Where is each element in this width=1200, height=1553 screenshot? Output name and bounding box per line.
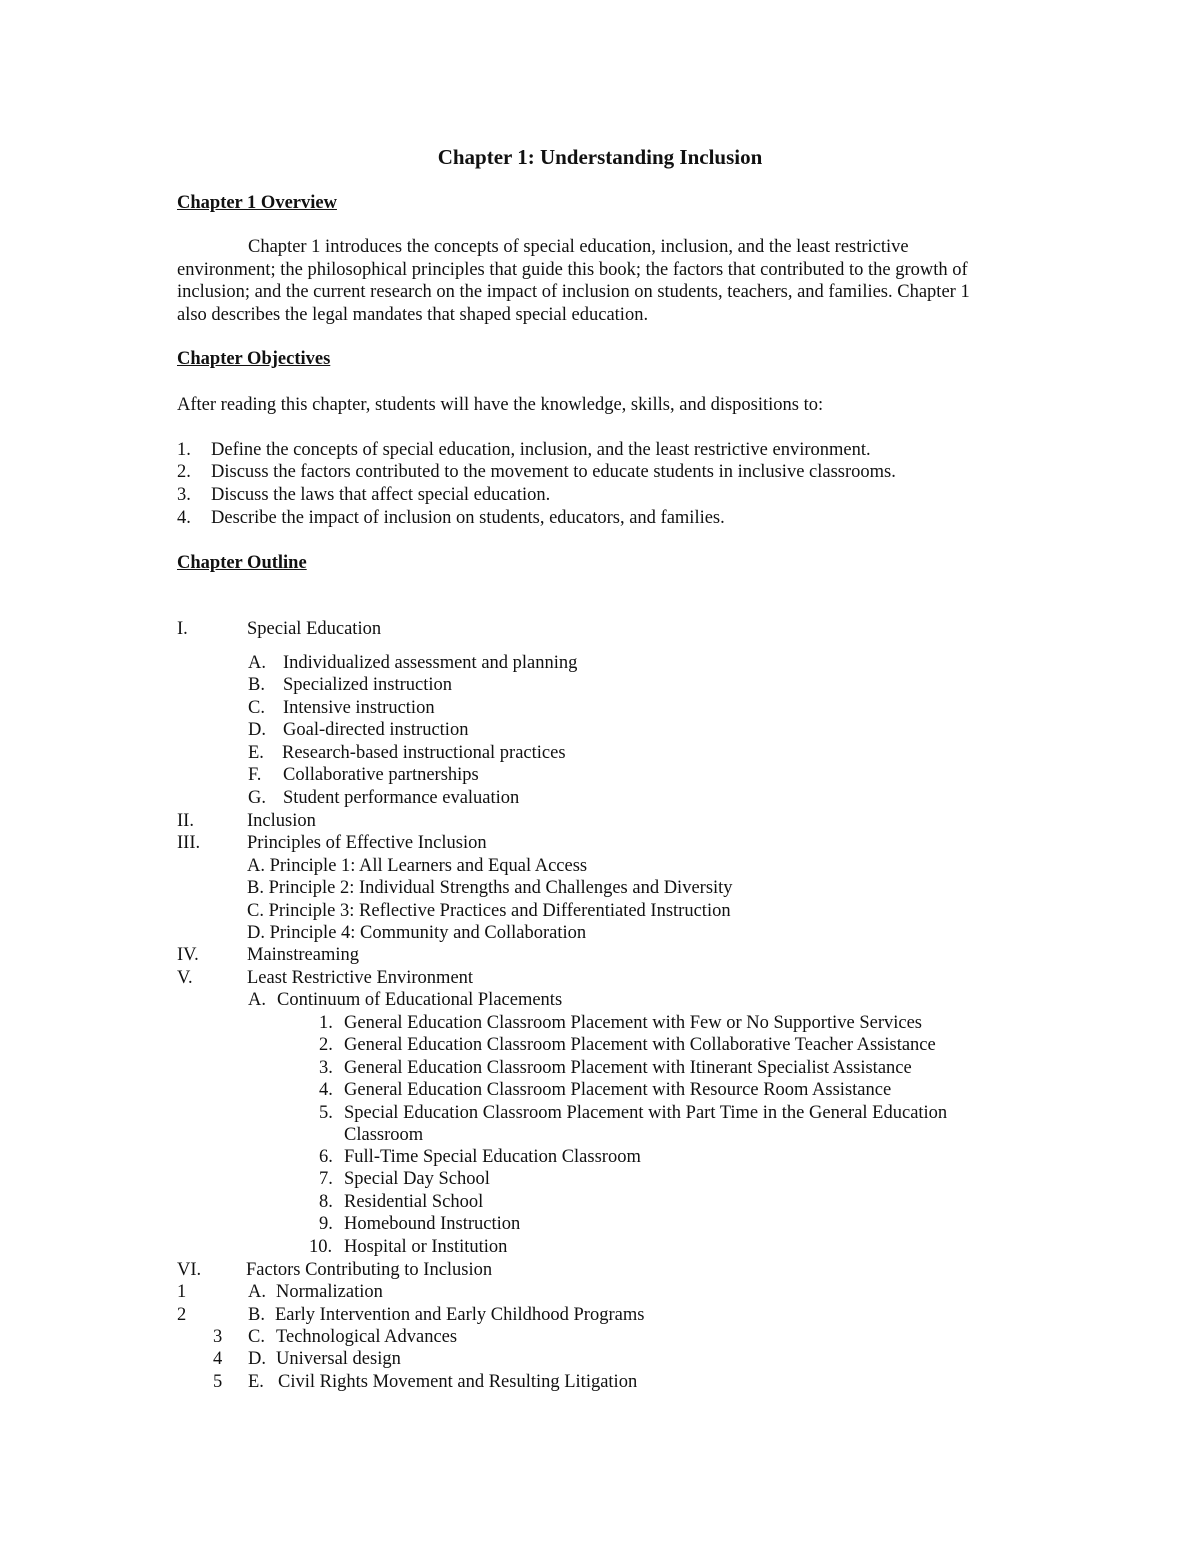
objective-text: Define the concepts of special education, inclusion, and the least restrictive environment. (211, 440, 871, 460)
outline-text: General Education Classroom Placement with Itinerant Specialist Assistance (344, 1058, 912, 1078)
outline-number: 2. (319, 1035, 333, 1055)
outline-item (0, 1259, 1200, 1282)
outline-item (0, 787, 1200, 810)
outline-item (0, 742, 1200, 765)
outline-item: D. Principle 4: Community and Collaboration (247, 923, 587, 943)
outline-text: Mainstreaming (247, 945, 360, 965)
outline-text: Special Education (247, 619, 382, 639)
outline-item (0, 652, 1200, 675)
outline-item (0, 1168, 1200, 1191)
outline-text: Classroom (344, 1125, 424, 1145)
outline-number: VI. (177, 1260, 202, 1280)
overview-line: inclusion; and the current research on the impact of inclusion on students, teachers, and families. Chapter 1 (177, 282, 970, 302)
outline-item: B. Principle 2: Individual Strengths and Challenges and Diversity (247, 878, 733, 898)
outline-number: 6. (319, 1147, 333, 1167)
objective-number: 2. (177, 462, 191, 482)
outline-number: 4. (319, 1080, 333, 1100)
outline-text: Homebound Instruction (344, 1214, 521, 1234)
objective-text: Discuss the laws that affect special education. (211, 485, 551, 505)
outline-item (0, 1371, 1200, 1394)
outline-text: Universal design (276, 1349, 401, 1369)
outline-number: I. (177, 619, 188, 639)
outline-text: Research-based instructional practices (282, 743, 566, 763)
outline-text: Principles of Effective Inclusion (247, 833, 487, 853)
outline-number: 3. (319, 1058, 333, 1078)
outline-item (0, 1304, 1200, 1327)
outline-number: IV. (177, 945, 199, 965)
outline-letter: B. (248, 1305, 265, 1325)
outline-number: D. (248, 720, 266, 740)
outline-text: Normalization (276, 1282, 383, 1302)
overview-line: also describes the legal mandates that shaped special education. (177, 305, 649, 325)
outline-number: C. (248, 698, 265, 718)
outline-item (0, 1102, 1200, 1125)
objective-number: 1. (177, 440, 191, 460)
outline-number: III. (177, 833, 201, 853)
outline-item: A. Principle 1: All Learners and Equal Access (247, 856, 588, 876)
outline-number: G. (248, 788, 266, 808)
overview-heading: Chapter 1 Overview (177, 193, 337, 213)
outline-item (0, 764, 1200, 787)
outline-item (0, 1236, 1200, 1259)
outline-letter: C. (248, 1327, 265, 1347)
outline-letter: E. (248, 1372, 264, 1392)
outline-number: 9. (319, 1214, 333, 1234)
outline-text: Early Intervention and Early Childhood Programs (275, 1305, 645, 1325)
outline-text: General Education Classroom Placement with Collaborative Teacher Assistance (344, 1035, 936, 1055)
outline-item (0, 1034, 1200, 1057)
outline-item (0, 1281, 1200, 1304)
outline-text: Specialized instruction (283, 675, 453, 695)
outline-letter: D. (248, 1349, 266, 1369)
outline-item (0, 944, 1200, 967)
outline-item (0, 697, 1200, 720)
objective-text: Describe the impact of inclusion on students, educators, and families. (211, 508, 725, 528)
outline-text: General Education Classroom Placement with Resource Room Assistance (344, 1080, 892, 1100)
outline-text: Hospital or Institution (344, 1237, 508, 1257)
outline-item (0, 1057, 1200, 1080)
outline-item (0, 1191, 1200, 1214)
outline-item (0, 1213, 1200, 1236)
objective-number: 4. (177, 508, 191, 528)
outline-text: Full-Time Special Education Classroom (344, 1147, 641, 1167)
outline-number: 4 (213, 1349, 223, 1369)
outline-item (0, 810, 1200, 833)
outline-text: Factors Contributing to Inclusion (246, 1260, 493, 1280)
outline-number: V. (177, 968, 193, 988)
overview-line: Chapter 1 introduces the concepts of special education, inclusion, and the least restrictive (248, 237, 909, 257)
outline-number: 5. (319, 1103, 333, 1123)
outline-item (0, 1348, 1200, 1371)
objectives-intro: After reading this chapter, students will have the knowledge, skills, and dispositions to: (177, 395, 824, 415)
outline-text: Collaborative partnerships (283, 765, 479, 785)
outline-number: F. (248, 765, 262, 785)
overview-line: environment; the philosophical principles that guide this book; the factors that contributed to the growth of (177, 260, 968, 280)
outline-number: B. (248, 675, 265, 695)
outline-item (0, 1079, 1200, 1102)
outline-letter: A. (248, 1282, 266, 1302)
objectives-heading: Chapter Objectives (177, 349, 331, 369)
outline-text: Inclusion (247, 811, 316, 831)
outline-text: Continuum of Educational Placements (277, 990, 563, 1010)
outline-number: 10. (309, 1237, 333, 1257)
outline-number: II. (177, 811, 194, 831)
outline-number: 3 (213, 1327, 223, 1347)
outline-text: Intensive instruction (283, 698, 435, 718)
outline-item (0, 989, 1200, 1012)
outline-text: Civil Rights Movement and Resulting Litigation (278, 1372, 638, 1392)
outline-text: Residential School (344, 1192, 484, 1212)
outline-item (0, 832, 1200, 855)
outline-item (0, 1146, 1200, 1169)
outline-item (0, 1124, 1200, 1147)
outline-text: General Education Classroom Placement with Few or No Supportive Services (344, 1013, 922, 1033)
outline-text: Technological Advances (276, 1327, 458, 1347)
outline-item (0, 719, 1200, 742)
objective-text: Discuss the factors contributed to the movement to educate students in inclusive classrooms. (211, 462, 896, 482)
outline-text: Individualized assessment and planning (283, 653, 578, 673)
outline-text: Student performance evaluation (283, 788, 520, 808)
outline-number: A. (248, 653, 266, 673)
outline-item (0, 1012, 1200, 1035)
page-title: Chapter 1: Understanding Inclusion (437, 145, 763, 169)
outline-item (0, 967, 1200, 990)
outline-number: 8. (319, 1192, 333, 1212)
outline-text: Special Education Classroom Placement with Part Time in the General Education (344, 1103, 948, 1123)
outline-number: 2 (177, 1305, 187, 1325)
outline-item (0, 618, 1200, 641)
outline-number: 1. (319, 1013, 333, 1033)
outline-number: A. (248, 990, 266, 1010)
outline-number: 5 (213, 1372, 223, 1392)
outline-text: Least Restrictive Environment (247, 968, 474, 988)
outline-number: 7. (319, 1169, 333, 1189)
outline-item: C. Principle 3: Reflective Practices and Differentiated Instruction (247, 901, 731, 921)
outline-heading: Chapter Outline (177, 553, 307, 573)
objective-number: 3. (177, 485, 191, 505)
outline-item (0, 1326, 1200, 1349)
outline-text: Goal-directed instruction (283, 720, 469, 740)
outline-number: E. (248, 743, 264, 763)
outline-item (0, 674, 1200, 697)
outline-text: Special Day School (344, 1169, 490, 1189)
outline-number: 1 (177, 1282, 187, 1302)
